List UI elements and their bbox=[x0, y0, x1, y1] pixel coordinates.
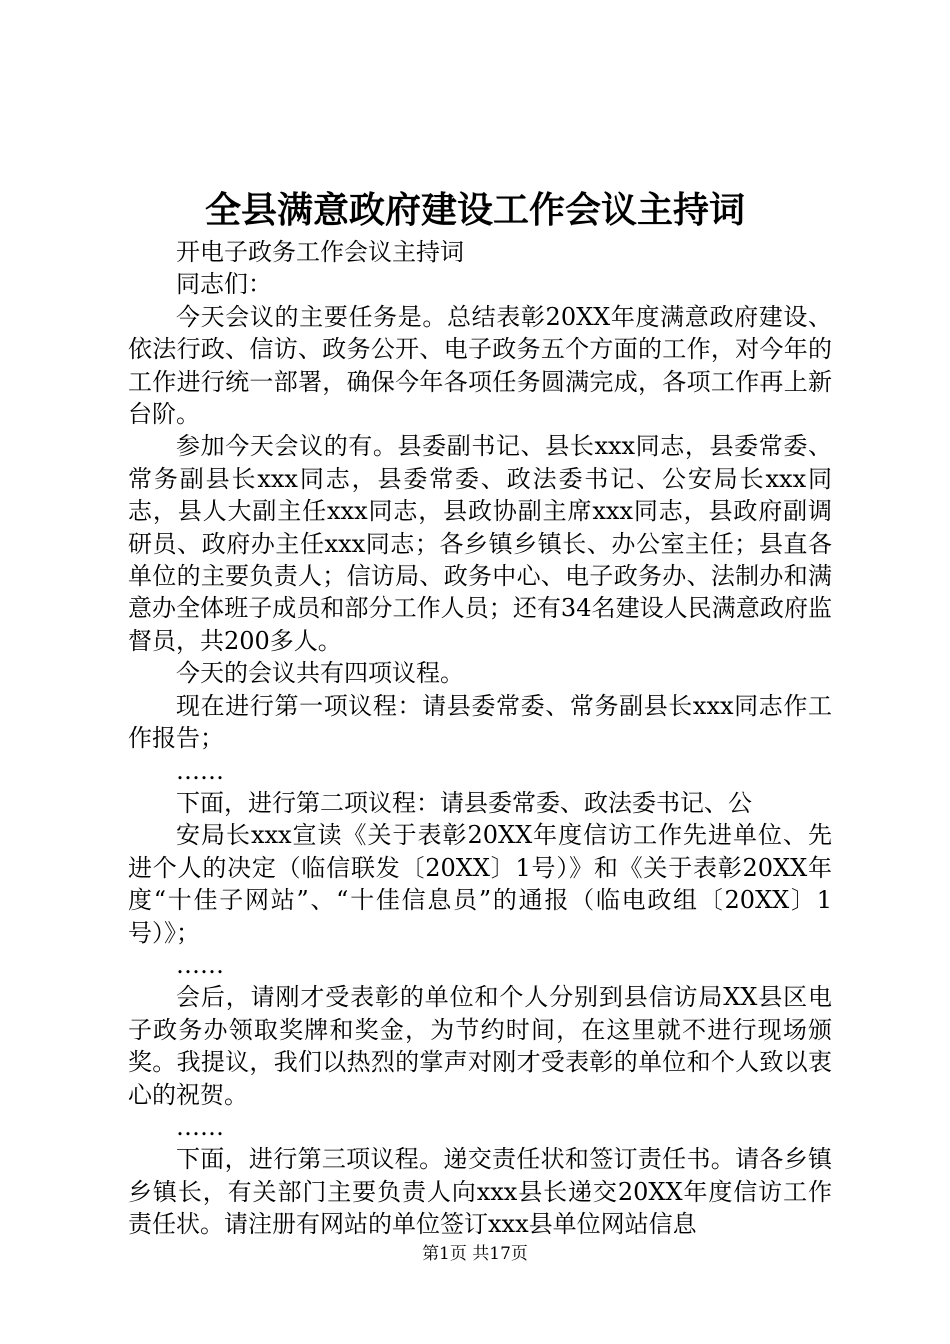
document-body bbox=[128, 236, 832, 1241]
paragraph-subtitle: 开电子政务工作会议主持词 bbox=[176, 238, 464, 266]
paragraph-agenda-first: 现在进行第一项议程：请县委常委、常务副县长xxx同志作工作报告； bbox=[128, 691, 832, 753]
paragraph-attendees: 参加今天会议的有。县委副书记、县长xxx同志，县委常委、常务副县长xxx同志，县委常委、政法委书记、公安局长xxx同志，县人大副主任xxx同志，县政协副主席xxx同志，县政府副调研员、政府办主任xxx同志；各乡镇乡镇长、办公室主任；县直各单位的主要负责人；信访局、政务中心、电子政务办、法制办和满意办全体班子成员和部分工作人员；还有34名建设人民满意政府监督员，共200多人。 bbox=[128, 432, 832, 655]
paragraph-ellipsis-1: …… bbox=[176, 756, 224, 785]
paragraph-agenda-second: 安局长xxx宣读《关于表彰20XX年度信访工作先进单位、先进个人的决定（临信联发〔20XX〕1号）》和《关于表彰20XX年度“十佳子网站”、“十佳信息员”的通报（临电政组〔20XX〕1号）》； bbox=[128, 821, 832, 947]
paragraph-ellipsis-3: …… bbox=[176, 1112, 224, 1141]
paragraph-ellipsis-2: …… bbox=[176, 950, 224, 979]
paragraph-agenda-second-intro: 下面，进行第二项议程：请县委常委、政法委书记、公 bbox=[176, 788, 752, 817]
document-title: 全县满意政府建设工作会议主持词 bbox=[204, 189, 745, 231]
page-number-footer: 第1页 共17页 bbox=[422, 1244, 528, 1264]
paragraph-agenda-third: 下面，进行第三项议程。递交责任状和签订责任书。请各乡镇乡镇长，有关部门主要负责人向xxx县长递交20XX年度信访工作责任状。请注册有网站的单位签订xxx县单位网站信息 bbox=[128, 1145, 832, 1239]
paragraph-salutation: 同志们： bbox=[176, 270, 272, 299]
paragraph-agenda-count: 今天的会议共有四项议程。 bbox=[176, 659, 464, 688]
paragraph-main-task: 今天会议的主要任务是。总结表彰20XX年度满意政府建设、依法行政、信访、政务公开、电子政务五个方面的工作，对今年的工作进行统一部署，确保今年各项任务圆满完成，各项工作再上新台阶。 bbox=[128, 302, 832, 429]
paragraph-after-meeting: 会后，请刚才受表彰的单位和个人分别到县信访局XX县区电子政务办领取奖牌和奖金，为节约时间，在这里就不进行现场颁奖。我提议，我们以热烈的掌声对刚才受表彰的单位和个人致以衷心的祝贺。 bbox=[128, 983, 832, 1109]
